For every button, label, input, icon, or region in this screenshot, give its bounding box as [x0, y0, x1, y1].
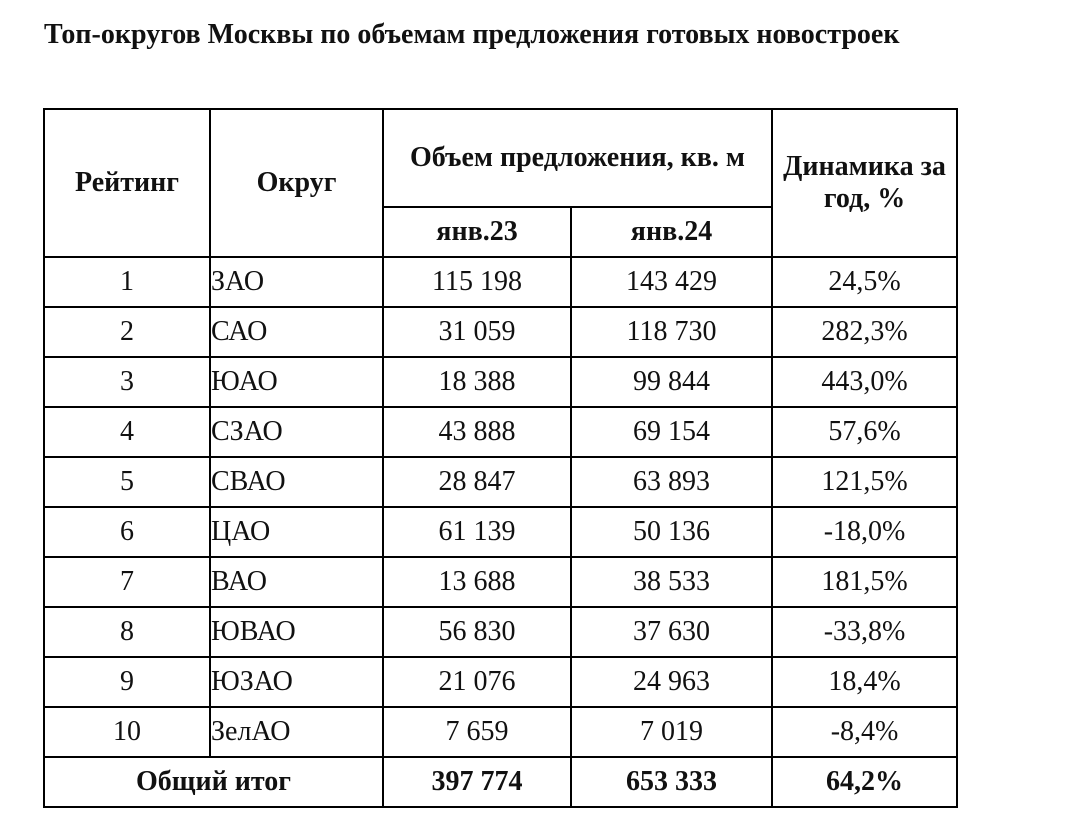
- cell-jan23: 61 139: [383, 507, 571, 557]
- cell-jan23: 28 847: [383, 457, 571, 507]
- cell-dynamics: 181,5%: [772, 557, 957, 607]
- cell-dynamics: 121,5%: [772, 457, 957, 507]
- cell-dynamics: 18,4%: [772, 657, 957, 707]
- total-jan24: 653 333: [571, 757, 772, 807]
- header-period-jan23: янв.23: [383, 207, 571, 257]
- cell-jan24: 63 893: [571, 457, 772, 507]
- cell-jan23: 43 888: [383, 407, 571, 457]
- table-row: [44, 607, 957, 657]
- cell-dynamics: 57,6%: [772, 407, 957, 457]
- cell-jan23: 31 059: [383, 307, 571, 357]
- cell-dynamics: 443,0%: [772, 357, 957, 407]
- cell-jan23: 13 688: [383, 557, 571, 607]
- table-row: [44, 357, 957, 407]
- total-row: [44, 757, 957, 807]
- cell-jan24: 50 136: [571, 507, 772, 557]
- cell-rank: 5: [44, 457, 210, 507]
- cell-jan23: 115 198: [383, 257, 571, 307]
- cell-jan23: 56 830: [383, 607, 571, 657]
- cell-dynamics: -18,0%: [772, 507, 957, 557]
- total-dynamics: 64,2%: [772, 757, 957, 807]
- total-jan23: 397 774: [383, 757, 571, 807]
- cell-jan24: 38 533: [571, 557, 772, 607]
- table-row: [44, 707, 957, 757]
- table-row: [44, 407, 957, 457]
- table-row: [44, 307, 957, 357]
- cell-jan23: 7 659: [383, 707, 571, 757]
- header-period-jan24: янв.24: [571, 207, 772, 257]
- cell-district: ЗелАО: [210, 707, 383, 757]
- cell-jan24: 7 019: [571, 707, 772, 757]
- table-body: [44, 257, 957, 757]
- cell-rank: 1: [44, 257, 210, 307]
- header-dynamics: Динамика за год, %: [772, 109, 957, 257]
- cell-jan24: 143 429: [571, 257, 772, 307]
- table-row: [44, 657, 957, 707]
- cell-rank: 9: [44, 657, 210, 707]
- cell-jan24: 69 154: [571, 407, 772, 457]
- cell-dynamics: 282,3%: [772, 307, 957, 357]
- cell-rank: 8: [44, 607, 210, 657]
- cell-jan24: 37 630: [571, 607, 772, 657]
- cell-jan23: 18 388: [383, 357, 571, 407]
- cell-district: ЗАО: [210, 257, 383, 307]
- table-row: [44, 507, 957, 557]
- cell-rank: 7: [44, 557, 210, 607]
- header-district: Округ: [210, 109, 383, 257]
- cell-district: СВАО: [210, 457, 383, 507]
- cell-rank: 4: [44, 407, 210, 457]
- cell-jan24: 99 844: [571, 357, 772, 407]
- cell-dynamics: -8,4%: [772, 707, 957, 757]
- cell-rank: 6: [44, 507, 210, 557]
- table-row: [44, 557, 957, 607]
- page-title: Топ-округов Москвы по объемам предложения готовых новостроек: [44, 19, 900, 50]
- cell-jan24: 24 963: [571, 657, 772, 707]
- cell-district: ЮВАО: [210, 607, 383, 657]
- cell-district: САО: [210, 307, 383, 357]
- header-rank: Рейтинг: [44, 109, 210, 257]
- cell-district: СЗАО: [210, 407, 383, 457]
- table-row: [44, 257, 957, 307]
- cell-rank: 2: [44, 307, 210, 357]
- cell-dynamics: -33,8%: [772, 607, 957, 657]
- cell-district: ЮАО: [210, 357, 383, 407]
- table-row: [44, 457, 957, 507]
- cell-rank: 3: [44, 357, 210, 407]
- cell-jan23: 21 076: [383, 657, 571, 707]
- cell-district: ВАО: [210, 557, 383, 607]
- cell-district: ЦАО: [210, 507, 383, 557]
- districts-table: [43, 108, 958, 808]
- total-label: Общий итог: [44, 757, 383, 807]
- cell-jan24: 118 730: [571, 307, 772, 357]
- cell-dynamics: 24,5%: [772, 257, 957, 307]
- cell-rank: 10: [44, 707, 210, 757]
- header-volume-group: Объем предложения, кв. м: [383, 109, 772, 207]
- cell-district: ЮЗАО: [210, 657, 383, 707]
